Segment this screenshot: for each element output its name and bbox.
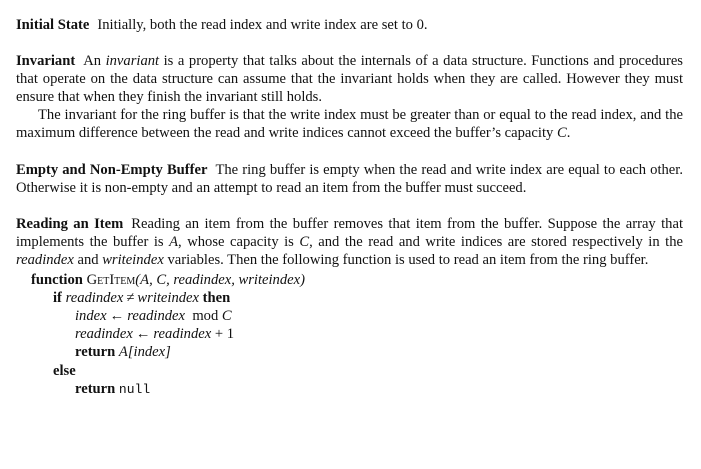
cond-writeindex: writeindex: [137, 290, 200, 307]
initial-state-paragraph: [16, 16, 683, 34]
invariant-heading: Invariant: [16, 53, 76, 70]
reading-text-5: variables. Then the following function is used to read an item from the ring buffer.: [163, 251, 649, 268]
algo-increment-line: [16, 325, 683, 343]
algo-return-null-line: [16, 380, 683, 398]
invariant-text-b: is a property that talks about the internals of a data structure. Functions and procedures that operate on the data structure can assume that the invariant holds when they are called. However they must ensure that when they finish the invariant still holds.: [16, 53, 683, 106]
capacity-variable: C: [556, 125, 567, 142]
invariant-paragraph-2: [16, 106, 683, 142]
getitem-algorithm: [16, 271, 683, 398]
initial-state-text: Initially, both the read index and write index are set to 0.: [97, 17, 428, 33]
initial-state-heading: Initial State: [16, 17, 90, 33]
reading-item-paragraph: [16, 215, 683, 269]
readindex-variable: readindex: [127, 308, 186, 325]
empty-buffer-heading: Empty and Non-Empty Buffer: [16, 161, 208, 178]
readindex-variable: readindex: [75, 326, 133, 343]
return-expression: A[index]: [118, 344, 171, 361]
not-equal-symbol: ≠: [126, 290, 135, 307]
cond-readindex: readindex: [65, 290, 124, 307]
keyword-return: return: [75, 344, 116, 361]
empty-buffer-text: The ring buffer is empty when the read and write index are equal to each other. Otherwise it is non-empty and an attempt to read an item from the buffer must succeed.: [16, 161, 683, 196]
algo-else-line: [16, 362, 683, 380]
invariant-paragraph-1: [16, 52, 683, 106]
plus-one: + 1: [214, 326, 235, 343]
assign-arrow: ←: [135, 326, 151, 343]
keyword-if: if: [53, 290, 62, 307]
array-variable: A: [169, 233, 179, 250]
keyword-then: then: [202, 290, 231, 307]
invariant-term: invariant: [105, 53, 160, 70]
capacity-variable: C: [299, 233, 310, 250]
algo-if-line: [16, 289, 683, 307]
section-gap: [16, 197, 683, 215]
keyword-else: else: [53, 362, 76, 379]
invariant-p2-text: The invariant for the ring buffer is that the write index must be greater than or equal to the read index, and the maximum difference between the read and write indices cannot exceed the buffer’s capacity: [16, 107, 683, 142]
writeindex-variable: writeindex: [102, 251, 164, 268]
empty-buffer-paragraph: [16, 161, 683, 197]
readindex-variable: readindex: [153, 326, 212, 343]
algo-function-line: [16, 271, 683, 289]
function-name: GetItem: [86, 272, 136, 289]
function-params: (A, C, readindex, writeindex): [135, 272, 305, 289]
capacity-variable: C: [221, 308, 232, 325]
readindex-variable: readindex: [16, 251, 74, 268]
reading-text-1: Reading an item from the buffer removes that item from the buffer. Suppose the array that implements the buffer is: [16, 215, 683, 250]
keyword-function: function: [31, 272, 83, 289]
section-gap: [16, 34, 683, 52]
keyword-return: return: [75, 380, 116, 397]
reading-item-heading: Reading an Item: [16, 215, 124, 232]
reading-text-4: and: [73, 251, 103, 268]
null-value: null: [118, 381, 151, 397]
algo-index-assign-line: [16, 307, 683, 325]
invariant-text-a: An: [83, 53, 106, 70]
algo-return-line: [16, 343, 683, 361]
index-variable: index: [75, 308, 107, 325]
mod-operator: mod: [192, 308, 219, 325]
assign-arrow: ←: [109, 308, 125, 325]
reading-text-2: , whose capacity is: [178, 233, 300, 250]
section-gap: [16, 143, 683, 161]
reading-text-3: , and the read and write indices are stored respectively in the: [309, 233, 683, 250]
invariant-p2-end: .: [566, 125, 571, 142]
